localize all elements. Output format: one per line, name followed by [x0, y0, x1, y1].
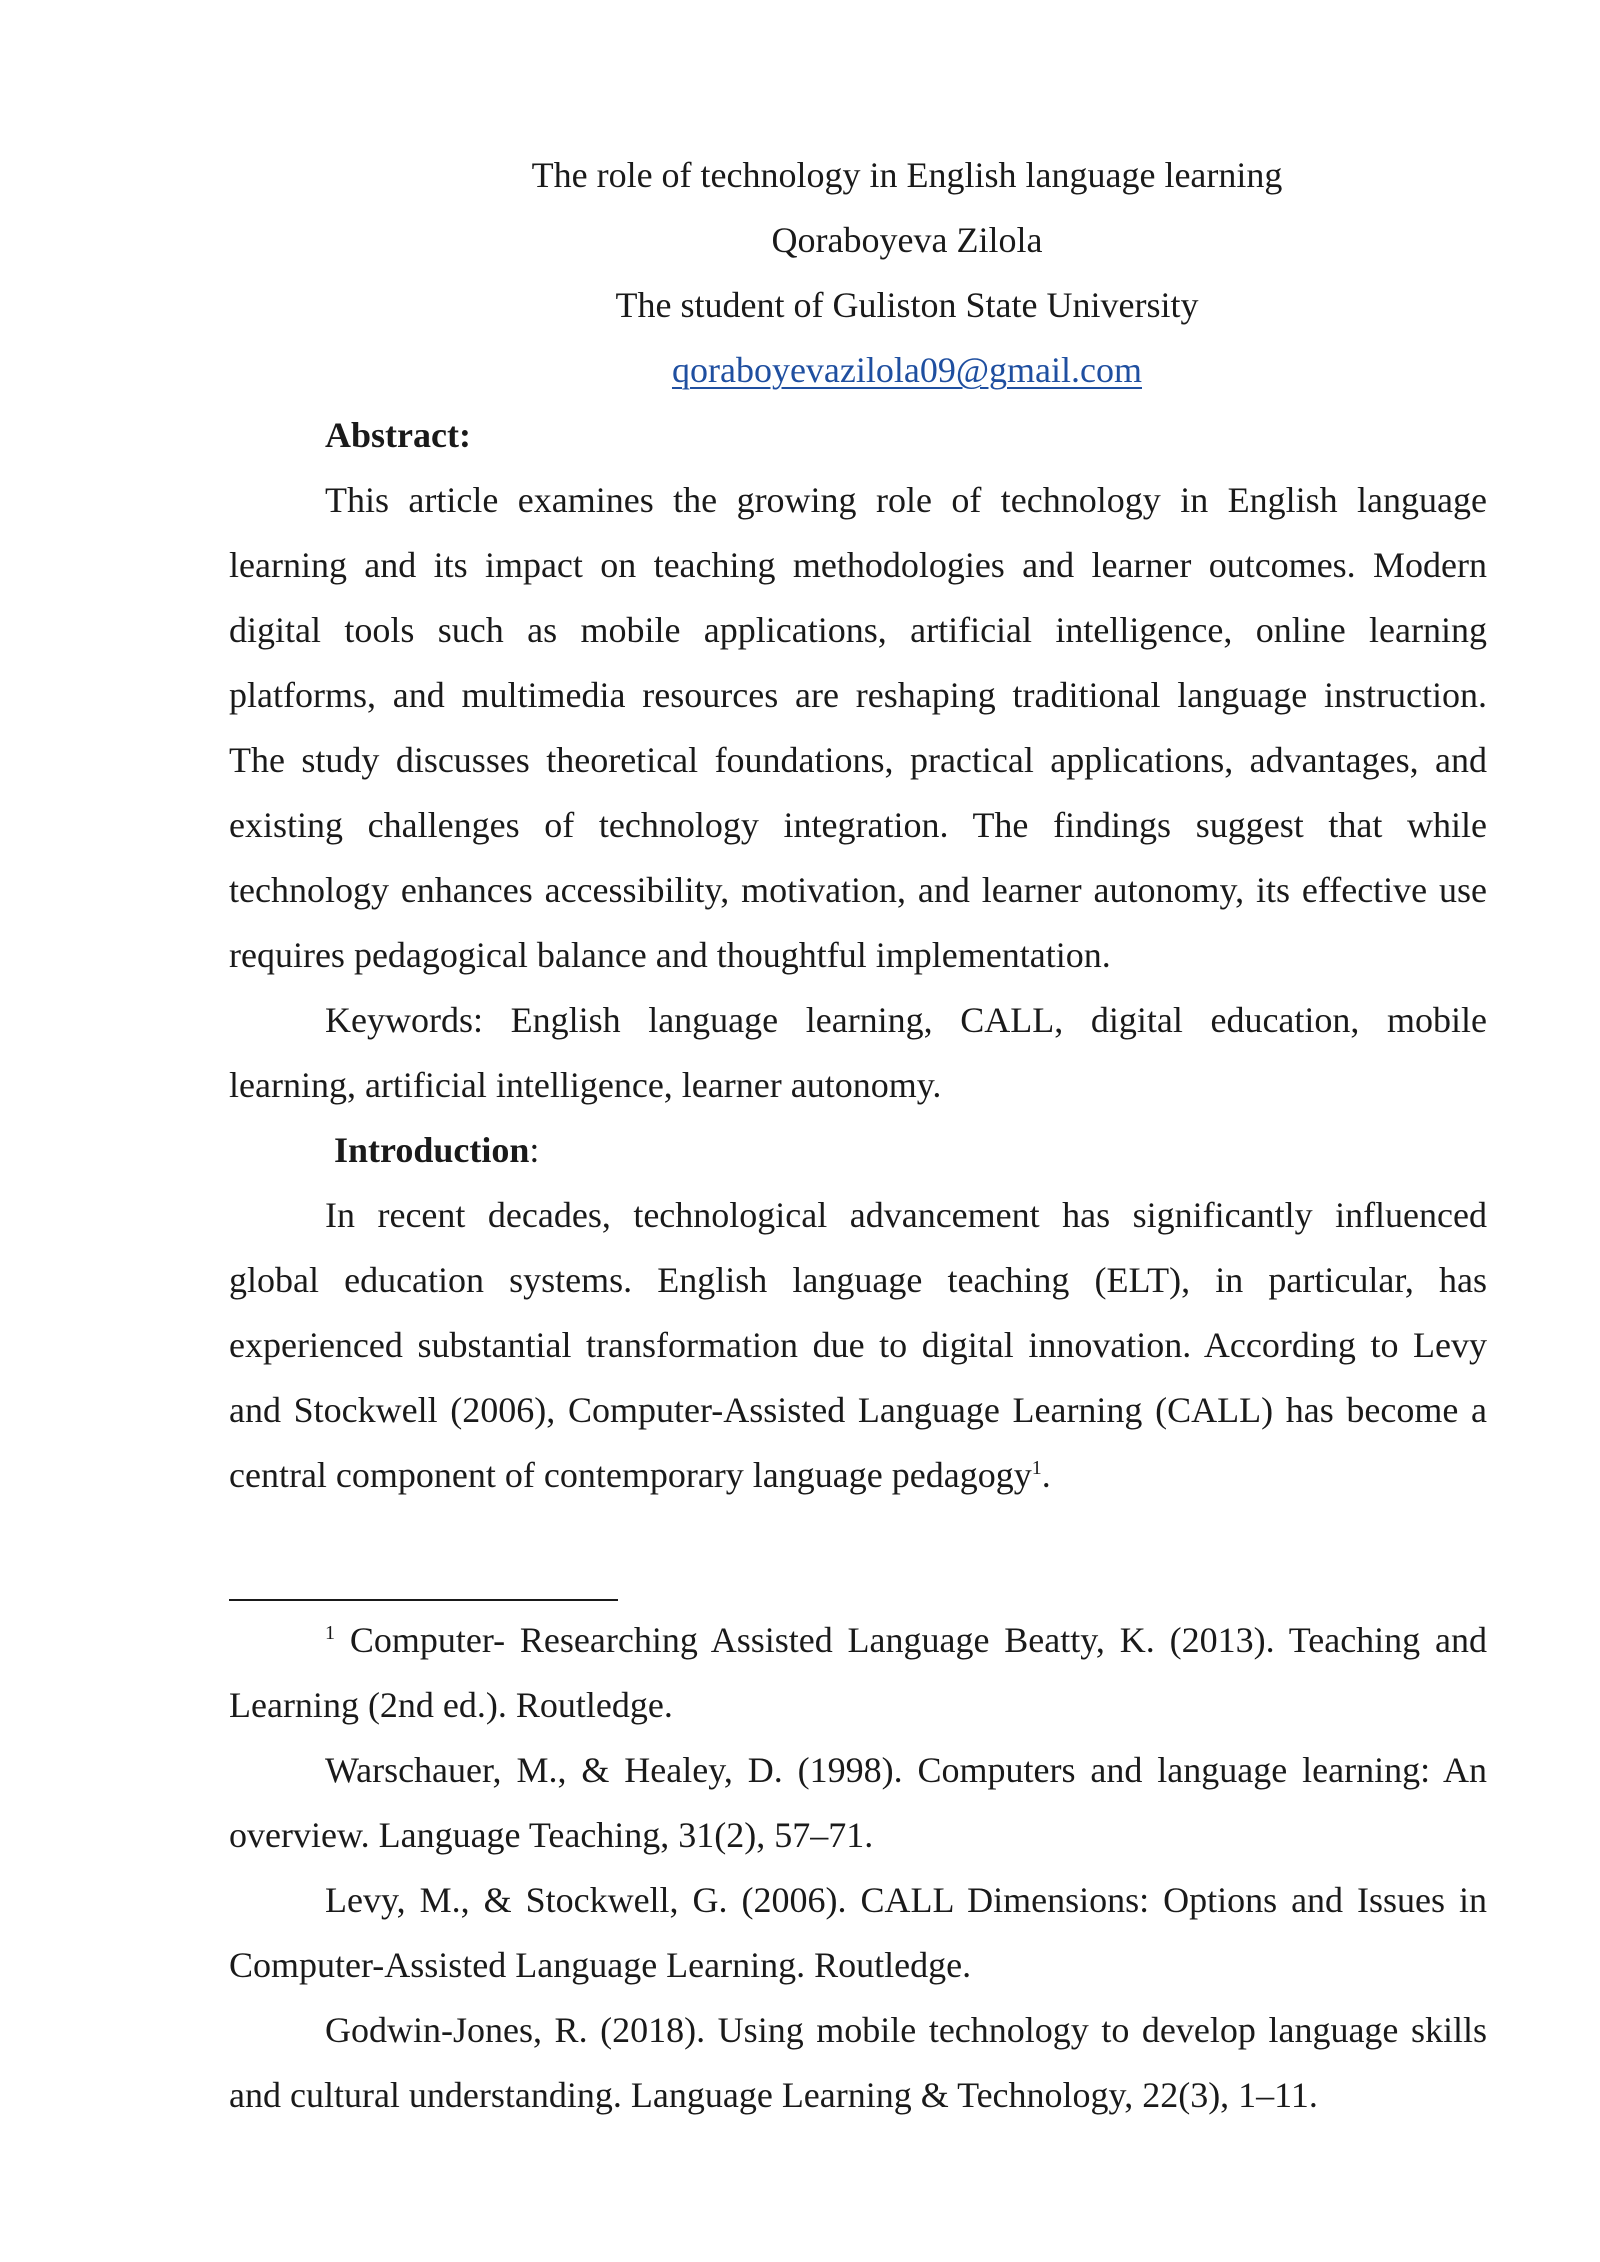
footnote-item: [229, 1608, 1487, 1738]
main-body: [229, 403, 1487, 1508]
footnote-text: Godwin-Jones, R. (2018). Using mobile technology to develop language skills and cultural understanding. Language Learning & Technology, 22(3), 1–11.: [229, 2010, 1487, 2115]
introduction-heading-colon: :: [529, 1130, 540, 1170]
abstract-text: This article examines the growing role of technology in English language learning and its impact on teaching methodologies and learner outcomes. Modern digital tools such as mobile applications, artificial intelligence, online learning platforms, and multimedia resources are reshaping traditional language instruction. The study discusses theoretical foundations, practical applications, advantages, and existing challenges of technology integration. The findings suggest that while technology enhances accessibility, motivation, and learner autonomy, its effective use requires pedagogical balance and thoughtful implementation.: [229, 480, 1487, 975]
footnote-text: Computer- Researching Assisted Language Beatty, K. (2013). Teaching and Learning (2nd ed.). Routledge.: [229, 1620, 1487, 1725]
paper-title: The role of technology in English language learning: [531, 155, 1283, 195]
footnote-item: [229, 1868, 1487, 1998]
introduction-text: [229, 1183, 1487, 1508]
footnotes: [229, 1608, 1487, 2128]
introduction-heading-label: Introduction: [334, 1130, 530, 1170]
author-name: Qoraboyeva Zilola: [771, 220, 1043, 260]
author-email-link[interactable]: qoraboyevazilola09@gmail.com: [671, 350, 1142, 390]
footnote-separator: [229, 1599, 618, 1601]
footnote-mark: 1: [325, 1622, 335, 1644]
paper-header: [470, 143, 1344, 403]
abstract-heading: Abstract:: [325, 415, 471, 455]
footnote-text: Warschauer, M., & Healey, D. (1998). Computers and language learning: An overview. Language Teaching, 31(2), 57–71.: [229, 1750, 1487, 1855]
footnote-text: Levy, M., & Stockwell, G. (2006). CALL Dimensions: Options and Issues in Computer-Assisted Language Learning. Routledge.: [229, 1880, 1487, 1985]
footnote-item: [229, 1738, 1487, 1868]
footnote-item: [229, 1998, 1487, 2128]
keywords-text: Keywords: English language learning, CALL, digital education, mobile learning, artificial intelligence, learner autonomy.: [229, 1000, 1487, 1105]
author-affiliation: The student of Guliston State University: [615, 285, 1199, 325]
introduction-text-body: In recent decades, technological advancement has significantly influenced global education systems. English language teaching (ELT), in particular, has experienced substantial transformation due to digital innovation. According to Levy and Stockwell (2006), Computer-Assisted Language Learning (CALL) has become a central component of contemporary language pedagogy: [229, 1195, 1487, 1495]
footnote-reference[interactable]: 1: [1031, 1457, 1042, 1479]
introduction-text-end: .: [1041, 1455, 1051, 1495]
introduction-heading: [229, 1118, 1487, 1183]
